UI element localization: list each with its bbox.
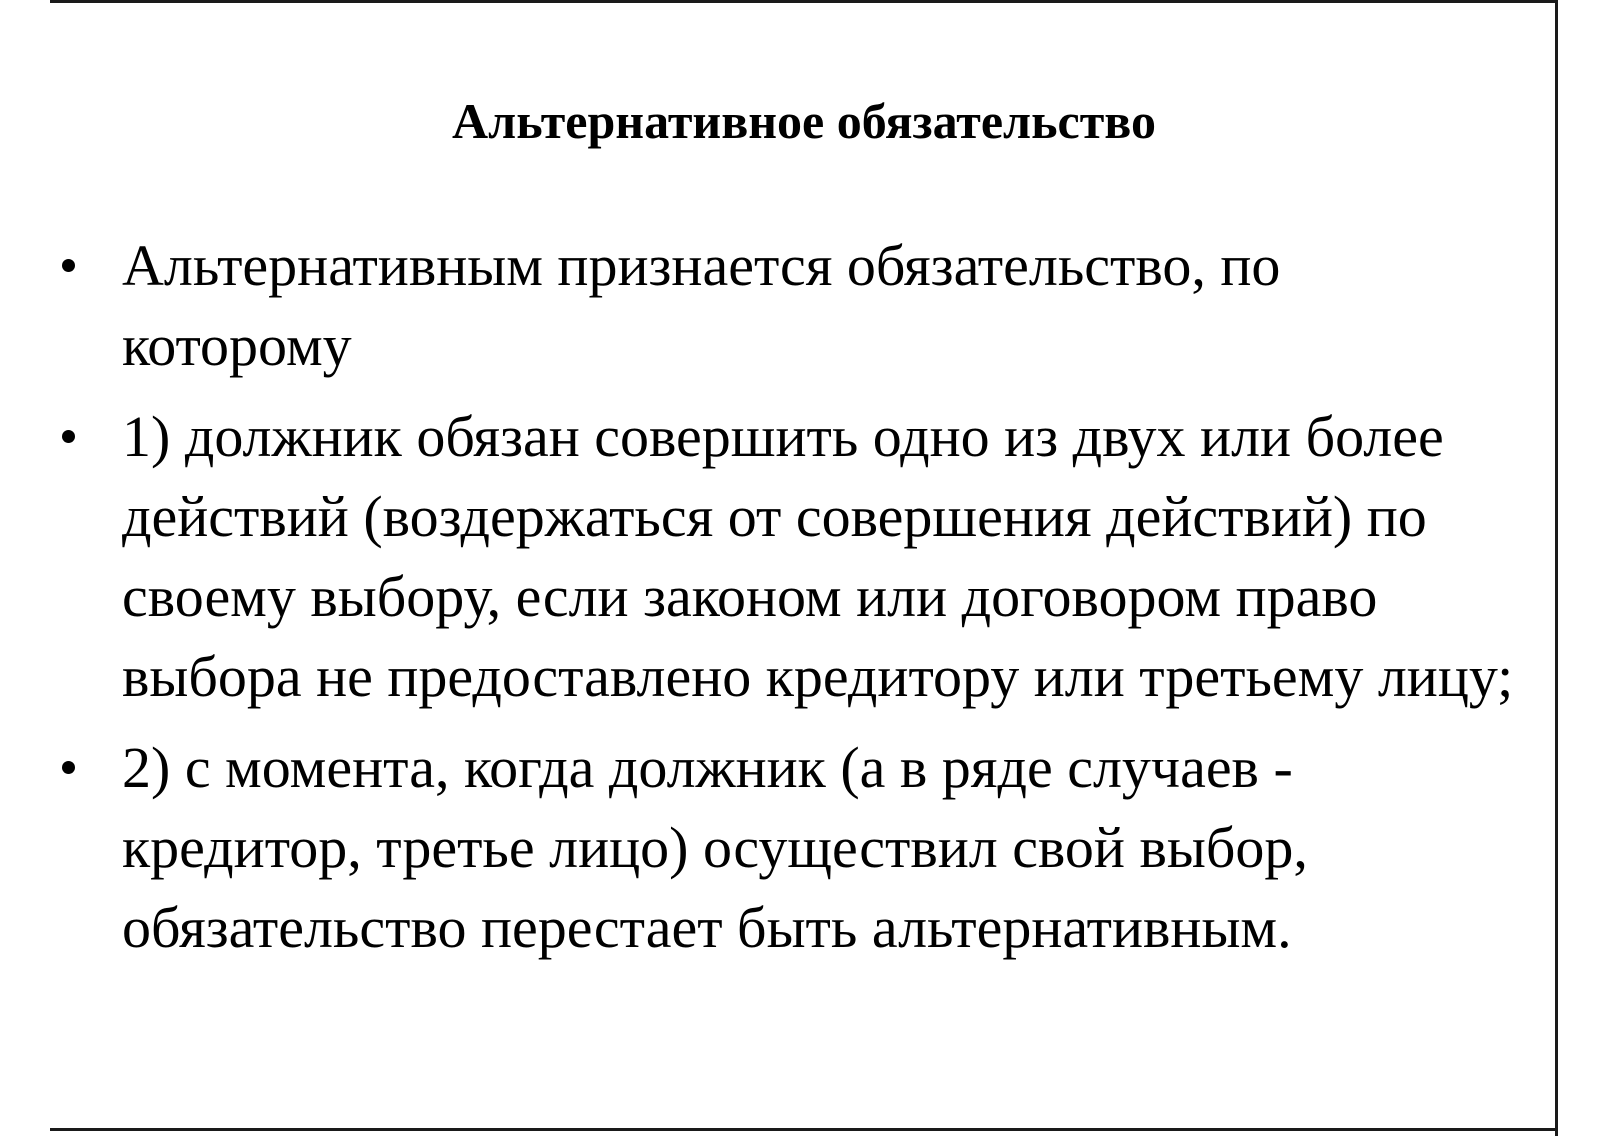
slide-border-right [1555,0,1558,1136]
slide-title: Альтернативное обязательство [452,93,1156,149]
bullet-text: Альтернативным признается обязательство, по которому [122,233,1281,378]
bullet-item [60,397,1520,717]
bullet-text: 1) должник обязан совершить одно из двух или более действий (воздержаться от совершения действий) по своему выбору, если законом или договором право выбора не предоставлено кредитору или третьему лицу; [122,404,1514,709]
bullet-item [60,226,1520,386]
bullet-dot-icon [62,761,75,774]
slide-border-top [50,0,1558,3]
bullet-dot-icon [62,430,75,443]
bullet-item [60,728,1520,968]
bullet-text: 2) с момента, когда должник (а в ряде случаев - кредитор, третье лицо) осуществил свой выбор, обязательство перестает быть альтернативным. [122,735,1308,960]
bullet-dot-icon [62,259,75,272]
bullet-list [60,226,1520,979]
